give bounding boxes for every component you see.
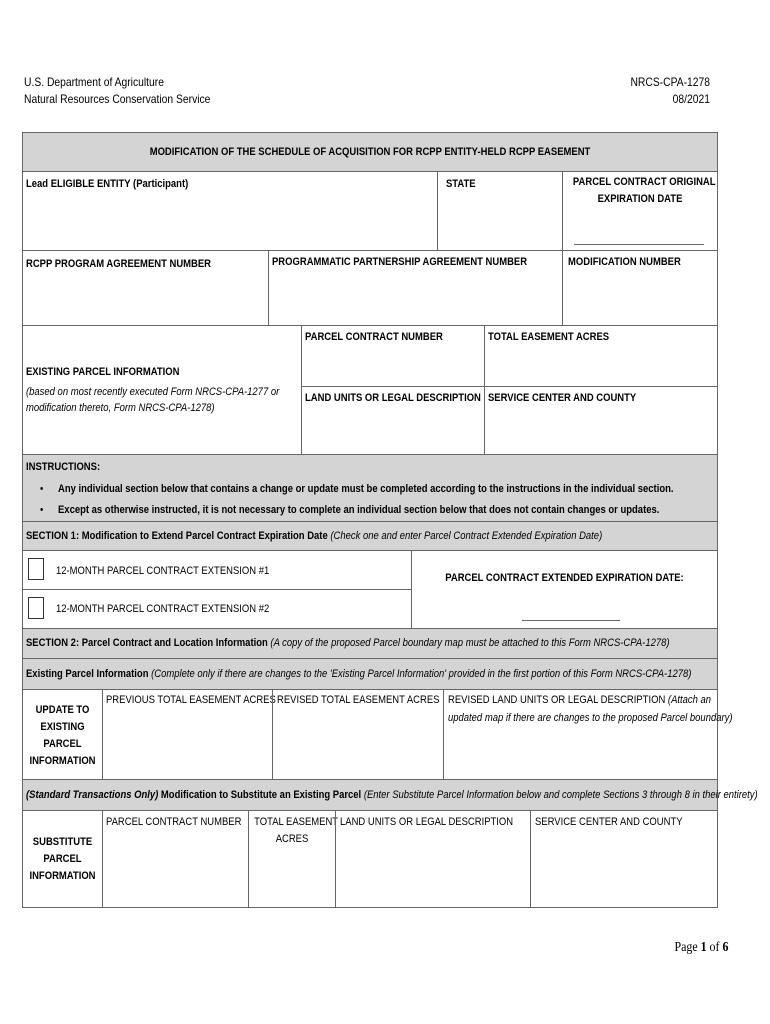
land-units-label: LAND UNITS OR LEGAL DESCRIPTION: [305, 392, 481, 404]
parcel-contract-original-line2: EXPIRATION DATE: [597, 193, 683, 205]
total-easement-acres-label: TOTAL EASEMENT ACRES: [488, 331, 610, 343]
sub-parcel-contract-label: PARCEL CONTRACT NUMBER: [106, 816, 242, 828]
agency-line1: U.S. Department of Agriculture: [24, 75, 164, 89]
extension2-label: 12-MONTH PARCEL CONTRACT EXTENSION #2: [56, 603, 270, 615]
update-existing-label: [28, 702, 98, 770]
substitute-title-line: [26, 787, 758, 804]
programmatic-partnership-label: PROGRAMMATIC PARTNERSHIP AGREEMENT NUMBER: [272, 256, 528, 268]
extension1-label: 12-MONTH PARCEL CONTRACT EXTENSION #1: [56, 565, 270, 577]
instruction-item2: Except as otherwise instructed, it is not necessary to complete an individual section below that does not contain changes or updates.: [58, 504, 660, 516]
section1-title-line: [26, 528, 602, 545]
substitute-title: Modification to Substitute an Existing Parcel: [158, 789, 362, 801]
extension1-checkbox[interactable]: [28, 558, 44, 580]
bullet-icon: •: [40, 483, 44, 495]
update-label-line1: UPDATE TO: [35, 704, 90, 716]
previous-acres-label: PREVIOUS TOTAL EASEMENT ACRES: [106, 694, 276, 706]
sub-total-acres-line2: ACRES: [275, 833, 309, 845]
existing-parcel-sub-note: (Complete only if there are changes to the 'Existing Parcel Information' provided in the first portion of this Form NRCS-CPA-1278): [151, 668, 692, 680]
instructions-label: INSTRUCTIONS:: [26, 461, 101, 473]
extended-date-underline: [522, 620, 620, 621]
existing-parcel-label: EXISTING PARCEL INFORMATION: [26, 366, 180, 378]
page-current: 1: [700, 940, 707, 955]
update-label-line4: INFORMATION: [29, 755, 96, 767]
page-total: 6: [722, 940, 728, 955]
substitute-note: (Enter Substitute Parcel Information below and complete Sections 3 through 8 in their entirety): [361, 789, 758, 801]
substitute-label-line2: PARCEL: [43, 853, 82, 865]
modification-number-label: MODIFICATION NUMBER: [568, 256, 681, 268]
sub-land-units-label: LAND UNITS OR LEGAL DESCRIPTION: [340, 816, 514, 828]
revised-land-note2: updated map if there are changes to the proposed Parcel boundary): [448, 712, 733, 724]
substitute-label-line3: INFORMATION: [29, 870, 96, 882]
section2-title-line: [26, 635, 670, 652]
parcel-contract-number-label: PARCEL CONTRACT NUMBER: [305, 331, 443, 343]
lead-entity-label: Lead ELIGIBLE ENTITY (Participant): [26, 178, 189, 190]
existing-parcel-sub-line: [26, 666, 691, 683]
revised-land-note1: (Attach an: [667, 694, 712, 706]
revised-land-units-line1: [448, 692, 711, 709]
existing-parcel-sub-title: Existing Parcel Information: [26, 668, 149, 680]
existing-parcel-note-line2: modification thereto, Form NRCS-CPA-1278): [26, 402, 215, 414]
rcpp-program-agreement-label: RCPP PROGRAM AGREEMENT NUMBER: [26, 258, 212, 270]
page-of: of: [706, 940, 723, 955]
page-number: [674, 940, 728, 956]
section1-title: SECTION 1: Modification to Extend Parcel Contract Expiration Date: [26, 530, 328, 542]
existing-parcel-note-line1: (based on most recently executed Form NRCS-CPA-1277 or: [26, 386, 280, 398]
update-label-line2: EXISTING: [40, 721, 85, 733]
form-date: 08/2021: [672, 92, 710, 106]
revised-acres-label: REVISED TOTAL EASEMENT ACRES: [277, 694, 440, 706]
bullet-icon: •: [40, 504, 44, 516]
form-number: NRCS-CPA-1278: [630, 75, 710, 89]
agency-line2: Natural Resources Conservation Service: [24, 92, 211, 106]
extension2-checkbox[interactable]: [28, 597, 44, 619]
substitute-label: [28, 834, 98, 885]
agency-name: [24, 74, 210, 108]
service-center-label: SERVICE CENTER AND COUNTY: [488, 392, 637, 404]
parcel-contract-original-line1: PARCEL CONTRACT ORIGINAL: [572, 176, 716, 188]
parcel-contract-original-label: [572, 174, 716, 208]
section2-title: SECTION 2: Parcel Contract and Location Information: [26, 637, 268, 649]
substitute-title-italic: (Standard Transactions Only): [26, 789, 159, 801]
sub-total-acres-label: [254, 814, 339, 848]
form-title: MODIFICATION OF THE SCHEDULE OF ACQUISITION FOR RCPP ENTITY-HELD RCPP EASEMENT: [149, 146, 591, 158]
extended-date-label: PARCEL CONTRACT EXTENDED EXPIRATION DATE:: [445, 572, 684, 584]
sub-service-center-label: SERVICE CENTER AND COUNTY: [535, 816, 683, 828]
form-id: [538, 74, 710, 108]
sub-total-acres-line1: TOTAL EASEMENT: [254, 816, 339, 828]
extended-date-field[interactable]: [411, 550, 718, 629]
substitute-label-line1: SUBSTITUTE: [32, 836, 93, 848]
section1-note: (Check one and enter Parcel Contract Extended Expiration Date): [330, 530, 603, 542]
update-label-line3: PARCEL: [43, 738, 82, 750]
instruction-item1: Any individual section below that contains a change or update must be completed according to the instructions in the individual section.: [58, 483, 674, 495]
revised-land-units-label: REVISED LAND UNITS OR LEGAL DESCRIPTION: [448, 694, 666, 706]
state-label: STATE: [446, 178, 476, 190]
original-date-underline: [574, 244, 704, 245]
section2-note: (A copy of the proposed Parcel boundary map must be attached to this Form NRCS-CPA-1278): [270, 637, 670, 649]
page-prefix: Page: [674, 940, 701, 955]
